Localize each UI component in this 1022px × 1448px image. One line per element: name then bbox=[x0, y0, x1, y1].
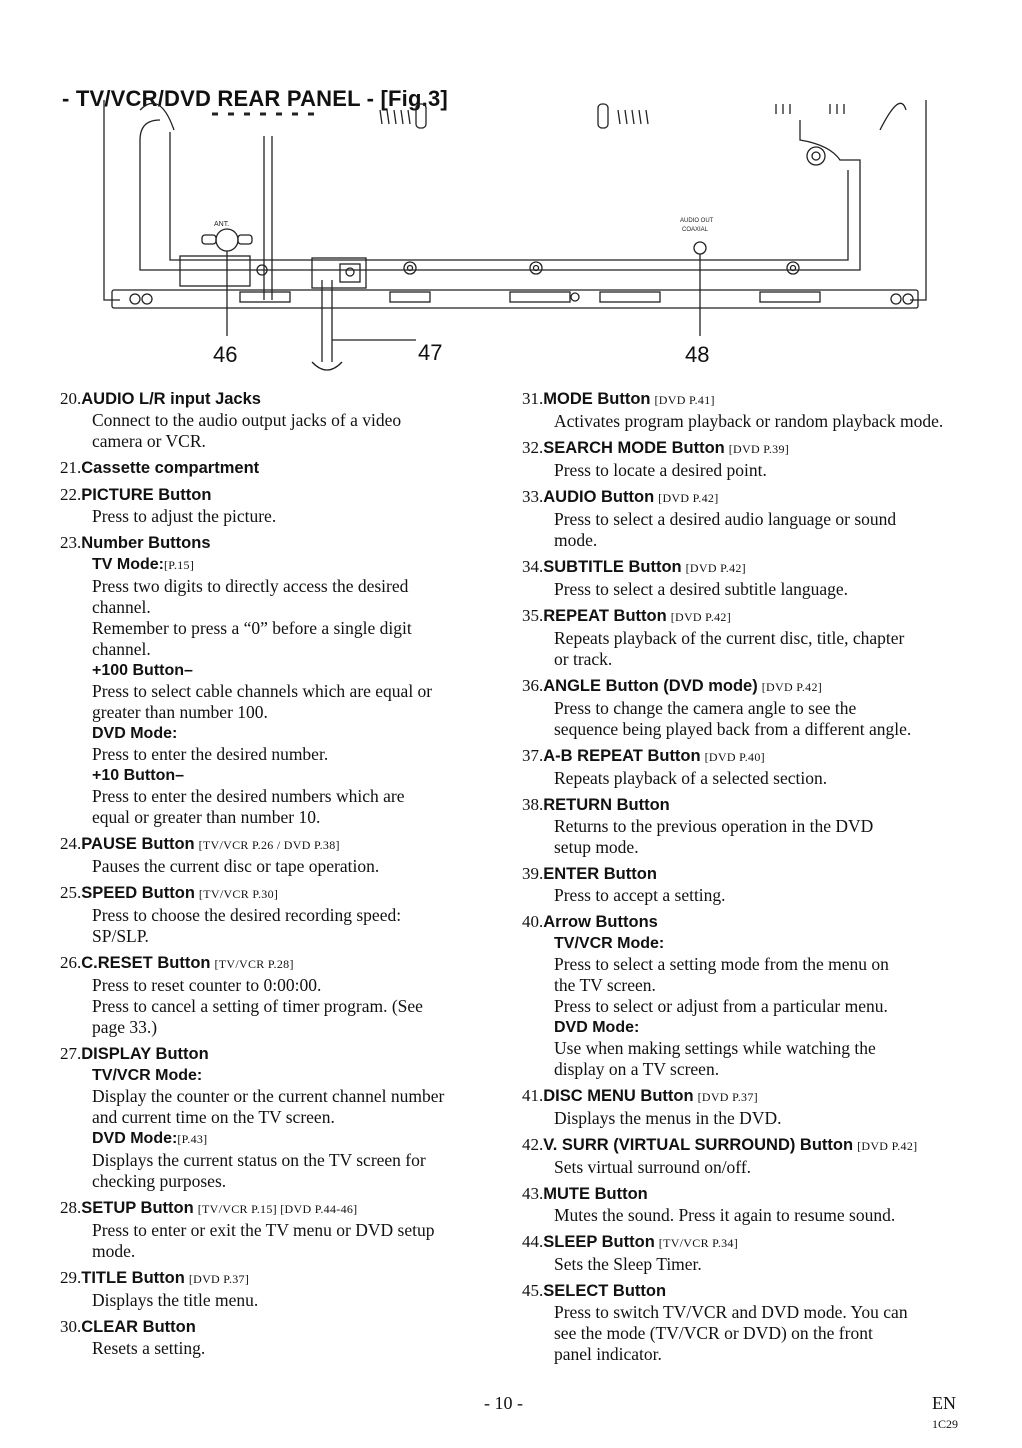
item-body bbox=[60, 856, 510, 877]
item-heading bbox=[522, 911, 972, 933]
list-item bbox=[60, 457, 510, 479]
description-line: Press to enter or exit the TV menu or DVD setup bbox=[92, 1220, 435, 1240]
page-ref: [TV/VCR P.34] bbox=[658, 1236, 739, 1250]
item-body bbox=[60, 506, 510, 527]
description-line: mode. bbox=[554, 530, 598, 550]
item-label: SETUP Button bbox=[81, 1199, 194, 1217]
description-line: Press to enter the desired numbers which are bbox=[92, 786, 405, 806]
page-ref: [TV/VCR P.30] bbox=[198, 887, 279, 901]
item-body bbox=[60, 1220, 510, 1262]
item-number: 45. bbox=[522, 1281, 544, 1300]
list-item bbox=[522, 1134, 972, 1178]
item-number: 43. bbox=[522, 1184, 544, 1203]
list-item bbox=[60, 882, 510, 947]
item-heading bbox=[60, 532, 510, 554]
item-heading bbox=[60, 1316, 510, 1338]
item-label: PAUSE Button bbox=[81, 835, 195, 853]
description-line: Press to choose the desired recording speed: bbox=[92, 905, 402, 925]
item-body bbox=[60, 1065, 510, 1192]
item-body bbox=[522, 579, 972, 600]
description-line: Press to locate a desired point. bbox=[554, 460, 767, 480]
page-ref: [P.43] bbox=[177, 1132, 208, 1146]
description-line: Displays the title menu. bbox=[92, 1290, 259, 1310]
right-column bbox=[522, 388, 972, 1370]
item-heading bbox=[522, 675, 972, 698]
item-body bbox=[522, 628, 972, 670]
item-body bbox=[60, 1338, 510, 1359]
description-line: sequence being played back from a different angle. bbox=[554, 719, 912, 739]
description-line: Press to switch TV/VCR and DVD mode. You can bbox=[554, 1302, 908, 1322]
page-ref: [DVD P.40] bbox=[704, 750, 765, 764]
left-column bbox=[60, 388, 510, 1364]
item-label: SELECT Button bbox=[543, 1282, 667, 1300]
item-body bbox=[522, 1254, 972, 1275]
rear-panel-figure bbox=[100, 100, 930, 380]
item-body bbox=[522, 1108, 972, 1129]
item-label: C.RESET Button bbox=[81, 954, 211, 972]
item-label: SPEED Button bbox=[81, 884, 195, 902]
description-line: Mutes the sound. Press it again to resume sound. bbox=[554, 1205, 896, 1225]
list-item bbox=[522, 1085, 972, 1129]
item-label: RETURN Button bbox=[543, 796, 670, 814]
description-line: Press to adjust the picture. bbox=[92, 506, 277, 526]
item-label: Arrow Buttons bbox=[543, 913, 658, 931]
list-item bbox=[522, 1280, 972, 1365]
description-line: Displays the menus in the DVD. bbox=[554, 1108, 782, 1128]
list-item bbox=[60, 1043, 510, 1192]
item-heading bbox=[60, 1197, 510, 1220]
page-ref: [P.15] bbox=[164, 558, 195, 572]
item-body bbox=[522, 698, 972, 740]
page-ref: [TV/VCR P.26 / DVD P.38] bbox=[198, 838, 340, 852]
item-number: 32. bbox=[522, 438, 544, 457]
list-item bbox=[522, 675, 972, 740]
list-item bbox=[522, 605, 972, 670]
item-body bbox=[60, 1290, 510, 1311]
list-item bbox=[522, 911, 972, 1080]
item-label: AUDIO L/R input Jacks bbox=[81, 390, 261, 408]
item-number: 25. bbox=[60, 883, 82, 902]
item-number: 29. bbox=[60, 1268, 82, 1287]
list-item bbox=[522, 486, 972, 551]
page-ref: [DVD P.41] bbox=[654, 393, 715, 407]
list-item bbox=[522, 388, 972, 432]
page-ref: [DVD P.37] bbox=[188, 1272, 250, 1286]
item-number: 28. bbox=[60, 1198, 82, 1217]
description-line: greater than number 100. bbox=[92, 702, 268, 722]
sub-heading bbox=[92, 1128, 510, 1150]
item-label: DISPLAY Button bbox=[81, 1045, 209, 1063]
item-label: MUTE Button bbox=[543, 1185, 648, 1203]
item-heading bbox=[522, 1134, 972, 1157]
item-body bbox=[522, 1302, 972, 1365]
callout-46: 46 bbox=[213, 342, 238, 367]
item-body bbox=[522, 509, 972, 551]
description-line: Use when making settings while watching the bbox=[554, 1038, 876, 1058]
item-number: 35. bbox=[522, 606, 544, 625]
sub-label: +10 Button– bbox=[92, 767, 185, 784]
item-body bbox=[522, 460, 972, 481]
description-line: channel. bbox=[92, 639, 151, 659]
language-code: EN bbox=[932, 1393, 956, 1413]
description-line: camera or VCR. bbox=[92, 431, 206, 451]
list-item bbox=[60, 388, 510, 452]
document-code: 1C29 bbox=[932, 1417, 959, 1431]
item-number: 44. bbox=[522, 1232, 544, 1251]
item-heading bbox=[522, 863, 972, 885]
sub-heading bbox=[92, 660, 510, 681]
item-body bbox=[522, 768, 972, 789]
sub-label: DVD Mode: bbox=[92, 1130, 178, 1147]
item-number: 40. bbox=[522, 912, 544, 931]
sub-heading bbox=[554, 933, 972, 954]
item-number: 26. bbox=[60, 953, 82, 972]
sub-label: TV Mode: bbox=[92, 556, 164, 573]
sub-label: DVD Mode: bbox=[554, 1019, 640, 1036]
list-item bbox=[522, 863, 972, 906]
item-label: SLEEP Button bbox=[543, 1233, 655, 1251]
item-number: 30. bbox=[60, 1317, 82, 1336]
description-line: Press to enter the desired number. bbox=[92, 744, 329, 764]
item-heading bbox=[60, 833, 510, 856]
list-item bbox=[522, 437, 972, 481]
description-line: Press two digits to directly access the desired bbox=[92, 576, 409, 596]
page-ref: [TV/VCR P.15] [DVD P.44-46] bbox=[197, 1202, 358, 1216]
description-line: see the mode (TV/VCR or DVD) on the front bbox=[554, 1323, 873, 1343]
callout-47: 47 bbox=[418, 340, 443, 365]
list-item bbox=[60, 833, 510, 877]
description-line: Pauses the current disc or tape operation. bbox=[92, 856, 380, 876]
item-number: 36. bbox=[522, 676, 544, 695]
item-number: 27. bbox=[60, 1044, 82, 1063]
description-line: Press to reset counter to 0:00:00. bbox=[92, 975, 322, 995]
list-item bbox=[522, 1183, 972, 1226]
list-item bbox=[522, 556, 972, 600]
item-heading bbox=[60, 882, 510, 905]
page-ref: [DVD P.42] bbox=[761, 680, 823, 694]
item-heading bbox=[522, 1085, 972, 1108]
description-line: Press to change the camera angle to see the bbox=[554, 698, 857, 718]
list-item bbox=[60, 952, 510, 1038]
item-number: 39. bbox=[522, 864, 544, 883]
item-number: 37. bbox=[522, 746, 544, 765]
description-line: Repeats playback of a selected section. bbox=[554, 768, 828, 788]
description-line: Press to cancel a setting of timer program. (See bbox=[92, 996, 423, 1016]
description-line: Press to accept a setting. bbox=[554, 885, 726, 905]
item-label: MODE Button bbox=[543, 390, 651, 408]
description-line: Sets virtual surround on/off. bbox=[554, 1157, 752, 1177]
item-label: V. SURR (VIRTUAL SURROUND) Button bbox=[543, 1136, 854, 1154]
page-number: - 10 - bbox=[484, 1393, 523, 1413]
item-number: 20. bbox=[60, 389, 82, 408]
item-body bbox=[522, 816, 972, 858]
item-number: 34. bbox=[522, 557, 544, 576]
item-body bbox=[60, 554, 510, 828]
list-item bbox=[60, 1267, 510, 1311]
description-line: Press to select a desired audio language or sound bbox=[554, 509, 897, 529]
list-item bbox=[60, 1197, 510, 1262]
description-line: display on a TV screen. bbox=[554, 1059, 720, 1079]
item-label: Cassette compartment bbox=[81, 459, 260, 477]
list-item bbox=[60, 484, 510, 527]
description-line: channel. bbox=[92, 597, 151, 617]
page-ref: [DVD P.42] bbox=[685, 561, 746, 575]
item-heading bbox=[60, 952, 510, 975]
page-ref: [DVD P.37] bbox=[697, 1090, 758, 1104]
page-ref: [DVD P.42] bbox=[857, 1139, 918, 1153]
item-label: CLEAR Button bbox=[81, 1318, 196, 1336]
description-line: Activates program playback or random playback mode. bbox=[554, 411, 944, 431]
sub-label: +100 Button– bbox=[92, 662, 193, 679]
page-ref: [DVD P.39] bbox=[728, 442, 790, 456]
description-line: Press to select cable channels which are equal or bbox=[92, 681, 433, 701]
description-line: setup mode. bbox=[554, 837, 639, 857]
description-line: or track. bbox=[554, 649, 613, 669]
description-line: Displays the current status on the TV screen for bbox=[92, 1150, 426, 1170]
description-line: Repeats playback of the current disc, title, chapter bbox=[554, 628, 905, 648]
item-heading bbox=[522, 388, 972, 411]
sub-heading bbox=[92, 1065, 510, 1086]
item-label: A-B REPEAT Button bbox=[543, 747, 701, 765]
item-body bbox=[60, 975, 510, 1038]
description-line: panel indicator. bbox=[554, 1344, 662, 1364]
list-item bbox=[522, 794, 972, 858]
item-label: ENTER Button bbox=[543, 865, 657, 883]
list-item bbox=[522, 745, 972, 789]
description-line: equal or greater than number 10. bbox=[92, 807, 321, 827]
description-line: mode. bbox=[92, 1241, 136, 1261]
page-ref: [TV/VCR P.28] bbox=[214, 957, 294, 971]
page-ref: [DVD P.42] bbox=[658, 491, 719, 505]
item-label: SUBTITLE Button bbox=[543, 558, 682, 576]
list-item bbox=[60, 532, 510, 828]
description-line: checking purposes. bbox=[92, 1171, 227, 1191]
sub-label: DVD Mode: bbox=[92, 725, 178, 742]
coaxial-label: COAXIAL bbox=[682, 227, 709, 233]
item-label: AUDIO Button bbox=[543, 488, 655, 506]
item-body bbox=[522, 1205, 972, 1226]
item-label: ANGLE Button (DVD mode) bbox=[543, 677, 758, 695]
item-heading bbox=[60, 1267, 510, 1290]
description-line: Connect to the audio output jacks of a video bbox=[92, 410, 402, 430]
item-body bbox=[522, 411, 972, 432]
item-number: 33. bbox=[522, 487, 544, 506]
sub-heading bbox=[554, 1017, 972, 1038]
item-label: Number Buttons bbox=[81, 534, 211, 552]
item-number: 24. bbox=[60, 834, 82, 853]
item-heading bbox=[522, 556, 972, 579]
description-line: Press to select a desired subtitle language. bbox=[554, 579, 849, 599]
item-heading bbox=[60, 484, 510, 506]
item-heading bbox=[522, 745, 972, 768]
item-heading bbox=[60, 457, 510, 479]
description-line: page 33.) bbox=[92, 1017, 158, 1037]
ant-label: ANT. bbox=[214, 221, 230, 228]
item-number: 41. bbox=[522, 1086, 544, 1105]
item-number: 21. bbox=[60, 458, 82, 477]
list-item bbox=[522, 1231, 972, 1275]
sub-heading bbox=[92, 723, 510, 744]
description-line: SP/SLP. bbox=[92, 926, 149, 946]
description-line: Display the counter or the current channel number bbox=[92, 1086, 445, 1106]
item-heading bbox=[522, 1231, 972, 1254]
item-label: SEARCH MODE Button bbox=[543, 439, 725, 457]
description-line: the TV screen. bbox=[554, 975, 656, 995]
item-heading bbox=[522, 605, 972, 628]
item-body bbox=[522, 933, 972, 1080]
item-body bbox=[60, 905, 510, 947]
item-label: TITLE Button bbox=[81, 1269, 185, 1287]
item-body bbox=[522, 1157, 972, 1178]
description-line: Resets a setting. bbox=[92, 1338, 206, 1358]
sub-label: TV/VCR Mode: bbox=[554, 935, 665, 952]
item-heading bbox=[60, 1043, 510, 1065]
description-line: Press to select or adjust from a particular menu. bbox=[554, 996, 888, 1016]
description-line: Press to select a setting mode from the menu on bbox=[554, 954, 889, 974]
list-item bbox=[60, 1316, 510, 1359]
item-number: 42. bbox=[522, 1135, 544, 1154]
description-line: and current time on the TV screen. bbox=[92, 1107, 335, 1127]
item-body bbox=[60, 410, 510, 452]
item-heading bbox=[522, 794, 972, 816]
page-ref: [DVD P.42] bbox=[670, 610, 732, 624]
description-line: Returns to the previous operation in the DVD bbox=[554, 816, 874, 836]
description-line: Remember to press a “0” before a single digit bbox=[92, 618, 412, 638]
description-line: Sets the Sleep Timer. bbox=[554, 1254, 702, 1274]
item-number: 22. bbox=[60, 485, 82, 504]
item-label: REPEAT Button bbox=[543, 607, 667, 625]
item-heading bbox=[522, 486, 972, 509]
item-heading bbox=[522, 437, 972, 460]
sub-heading bbox=[92, 765, 510, 786]
item-heading bbox=[522, 1183, 972, 1205]
audio-out-label: AUDIO OUT bbox=[680, 218, 714, 224]
sub-heading bbox=[92, 554, 510, 576]
item-heading bbox=[522, 1280, 972, 1302]
item-number: 31. bbox=[522, 389, 544, 408]
sub-label: TV/VCR Mode: bbox=[92, 1067, 203, 1084]
item-heading bbox=[60, 388, 510, 410]
item-label: PICTURE Button bbox=[81, 486, 212, 504]
item-body bbox=[522, 885, 972, 906]
callout-48: 48 bbox=[685, 342, 710, 367]
item-label: DISC MENU Button bbox=[543, 1087, 694, 1105]
section-title: - TV/VCR/DVD REAR PANEL - [Fig.3] bbox=[62, 86, 448, 111]
item-number: 23. bbox=[60, 533, 82, 552]
item-number: 38. bbox=[522, 795, 544, 814]
